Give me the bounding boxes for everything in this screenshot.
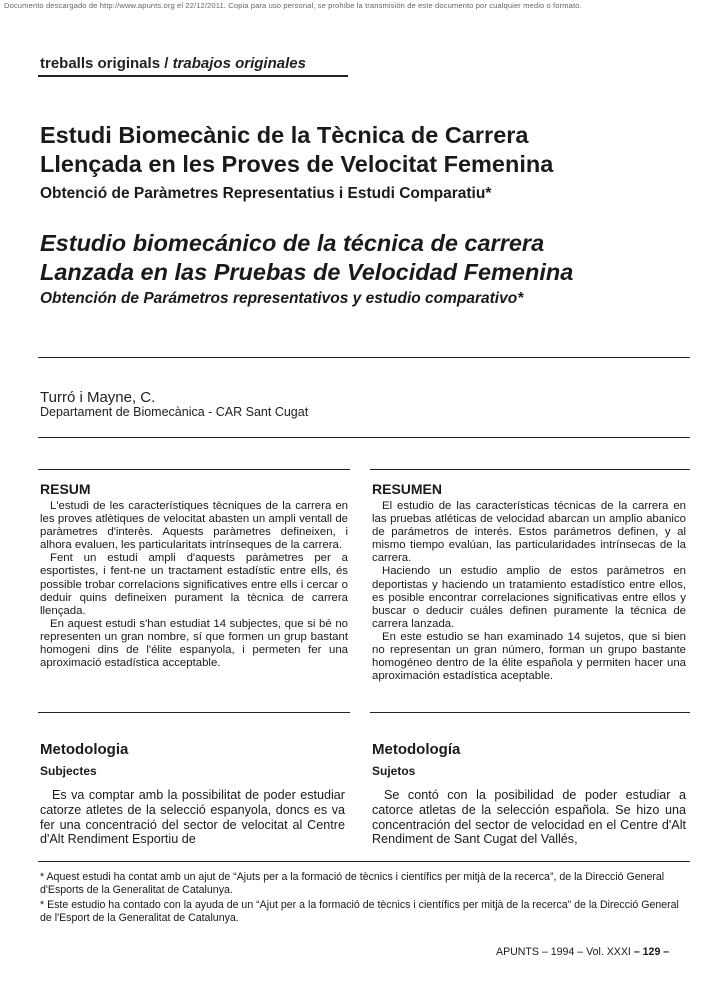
resumen-bottom-rule [370, 712, 690, 713]
resum-paragraph: Fent un estudi ampli d'aquests paràmetres per a esportistes, i fent-ne un tractament estadístic entre ells, és possible trobar correlacions significatives entre ells i cercar o deduir quins defineixen purament la tècnica de carrera llençada. [40, 552, 348, 617]
resumen-paragraph: El estudio de las características técnicas de la carrera en las pruebas atléticas de velocidad abarcan un amplio abanico de parámetros de interés. Estos parámetros definen, y al mismo tiempo evalúan, las particularidades intrínsecas de la carrera. [372, 500, 686, 565]
title-catalan-line2: Llençada en les Proves de Velocitat Femenina [40, 151, 554, 177]
title-catalan-line1: Estudi Biomecànic de la Tècnica de Carrera [40, 122, 529, 148]
metodologia-body-ca [40, 788, 345, 847]
subtitle-spanish: Obtención de Parámetros representativos y estudio comparativo* [40, 290, 524, 307]
resumen-top-rule [370, 469, 690, 470]
author: Turró i Mayne, C. [40, 389, 156, 406]
footer-issue: 1994 – Vol. XXXI [550, 946, 631, 958]
resumen-heading: RESUMEN [372, 481, 443, 497]
resum-body [40, 500, 348, 670]
subtitle-catalan: Obtenció de Paràmetres Representatius i Estudi Comparatiu* [40, 185, 492, 202]
resumen-paragraph: Haciendo un estudio amplio de estos parámetros en deportistas y haciendo un tratamiento estadístico entre ellos, es posible encontrar correlaciones significativas entre ellos y buscar o deducir cuáles definen puramente la técnica de carrera lanzada. [372, 565, 686, 630]
subjects-subheading-es: Sujetos [372, 764, 416, 778]
section-label-spanish: trabajos originales [172, 55, 306, 72]
section-label-separator: / [160, 55, 173, 72]
footnote-rule [38, 861, 690, 862]
section-label-underline [38, 75, 348, 77]
download-notice: Documento descargado de http://www.apunts.org el 22/12/2011. Copia para uso personal, se prohíbe la transmisión de este documento por cualquier medio o formato. [4, 1, 582, 10]
page-footer [496, 946, 669, 958]
footer-journal: APUNTS – [496, 946, 548, 958]
metodologia-heading-es: Metodología [372, 741, 461, 758]
resumen-paragraph: En este estudio se han examinado 14 sujetos, que si bien no representan un gran número, forman un grupo bastante homogéneo dentro de la élite española y permiten hacer una aproximación estadística aceptable. [372, 630, 686, 683]
resum-top-rule [38, 469, 350, 470]
divider-author [38, 437, 690, 438]
title-spanish-line1: Estudio biomecánico de la técnica de carrera [40, 230, 545, 256]
footnote-spanish: * Este estudio ha contado con la ayuda de un “Ajut per a la formació de tècnics i científics per mitjà de la recerca” de la Direcció General de l'Esport de la Generalitat de Catalunya. [40, 899, 679, 924]
title-spanish-line2: Lanzada en las Pruebas de Velocidad Femenina [40, 259, 574, 285]
divider-top [38, 357, 690, 358]
metodologia-paragraph: Es va comptar amb la possibilitat de poder estudiar catorze atletes de la selecció espanyola, doncs es va fer una concentració del sector de velocitat al Centre d'Alt Rendiment Esportiu de [40, 788, 345, 847]
metodologia-heading-ca: Metodologia [40, 741, 129, 758]
resum-paragraph: En aquest estudi s'han estudiat 14 subjectes, que si bé no representen un gran nombre, sí que formen un grup bastant homogeni dins de l'élite espanyola, i permeten fer una aproximació estadística acceptable. [40, 617, 348, 670]
subjects-subheading-ca: Subjectes [40, 764, 97, 778]
footnote-catalan: * Aquest estudi ha contat amb un ajut de “Ajuts per a la formació de tècnics i científics per mitjà de la recerca”, de la Direcció General d'Esports de la Generalitat de Catalunya. [40, 871, 665, 896]
resum-paragraph: L'estudi de les característiques tècniques de la carrera en les proves atlètiques de velocitat abasten un ampli ventall de paràmetres d'interès. Aquests paràmetres defineixen, i alhora evaluen, les particularitats intrínseques de la carrera. [40, 500, 348, 552]
department: Departament de Biomecànica - CAR Sant Cugat [40, 405, 309, 419]
resum-heading: RESUM [40, 481, 91, 497]
section-label-catalan: treballs originals [40, 55, 161, 72]
metodologia-body-es [372, 788, 686, 847]
metodologia-paragraph: Se contó con la posibilidad de poder estudiar a catorce atletas de la selección española. Se hizo una concentración del sector de velocidad en el Centre d'Alt Rendiment de Sant Cugat del Vallés, [372, 788, 686, 847]
resumen-body [372, 500, 686, 683]
section-label [40, 55, 306, 72]
resum-bottom-rule [38, 712, 350, 713]
footer-page-number: – 129 – [633, 946, 670, 958]
